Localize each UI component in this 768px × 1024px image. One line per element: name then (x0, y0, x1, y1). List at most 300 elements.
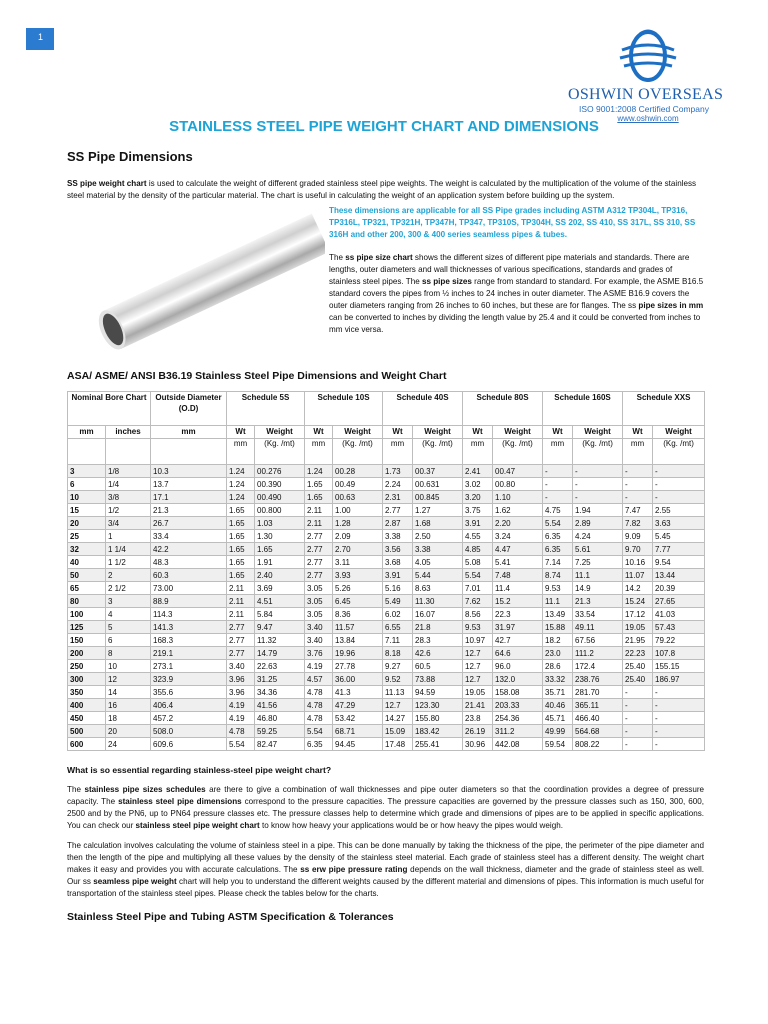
table-cell: 141.3 (151, 620, 227, 633)
table-cell: 9.54 (653, 555, 705, 568)
table-cell: 00.631 (413, 477, 463, 490)
table-cell: 183.42 (413, 724, 463, 737)
table-cell: 12.7 (463, 646, 493, 659)
table-cell: 442.08 (493, 737, 543, 750)
table-cell: 6.35 (305, 737, 333, 750)
table-cell: 2.87 (383, 516, 413, 529)
table-cell: 13.7 (151, 477, 227, 490)
text-segment: chart will help you to understand the different weights caused by the different material and dimensions of pipes. This information is much useful for transportation of the stainless steel pipes. Please check the tables below for the charts. (67, 876, 705, 898)
table-cell: 41.56 (255, 698, 305, 711)
unit-label (68, 438, 106, 464)
table-cell: 2.77 (305, 555, 333, 568)
table-row (68, 594, 705, 607)
table-cell: 57.43 (653, 620, 705, 633)
table-cell: 6 (106, 633, 151, 646)
table-cell: 2.77 (227, 620, 255, 633)
table-cell: 250 (68, 659, 106, 672)
table-cell: 1.65 (227, 503, 255, 516)
table-cell: 1.24 (227, 464, 255, 477)
column-group-header: Schedule 5S (227, 392, 305, 426)
table-cell: 79.22 (653, 633, 705, 646)
table-cell: 22.3 (493, 607, 543, 620)
table-cell: 5.54 (463, 568, 493, 581)
table-cell: 6.35 (543, 529, 573, 542)
table-cell: 6.02 (383, 607, 413, 620)
table-cell: 3 (68, 464, 106, 477)
table-cell: 1 1/4 (106, 542, 151, 555)
table-cell: 1.10 (493, 490, 543, 503)
table-row (68, 607, 705, 620)
table-cell: - (653, 711, 705, 724)
table-cell: 4.19 (227, 698, 255, 711)
table-cell: 14 (106, 685, 151, 698)
table-cell: 10.97 (463, 633, 493, 646)
table-cell: 6.35 (543, 542, 573, 555)
table-cell: 6 (68, 477, 106, 490)
table-cell: 5.44 (413, 568, 463, 581)
text-segment: The calculation involves calculating the volume of stainless steel in a pipe. This can be done manually by taking the thickness of the pipe, the perimeter of the pipe diameter and then the length of the pipe and multiplying all these values by the density of the stainless steel material. Each grade of stainless steel has a different density. The weight chart makes it easy and provides you with accurate calculations. The (67, 840, 704, 874)
table-cell: 1.68 (413, 516, 463, 529)
table-cell: 65 (68, 581, 106, 594)
table-cell: 22.23 (623, 646, 653, 659)
table-cell: 59.25 (255, 724, 305, 737)
table-cell: 2.11 (227, 607, 255, 620)
table-cell: 68.71 (333, 724, 383, 737)
table-cell: 20.39 (653, 581, 705, 594)
table-cell: 7.82 (623, 516, 653, 529)
table-cell: 1.65 (305, 490, 333, 503)
table-cell: 21.95 (623, 633, 653, 646)
table-cell: 3.75 (463, 503, 493, 516)
table-cell: 5.54 (543, 516, 573, 529)
table-cell: 28.6 (543, 659, 573, 672)
table-cell: 10 (68, 490, 106, 503)
table-cell: 3.91 (463, 516, 493, 529)
table-cell: 34.36 (255, 685, 305, 698)
table-cell: 00.37 (413, 464, 463, 477)
table-cell: 3.05 (305, 594, 333, 607)
table-cell: 7.25 (573, 555, 623, 568)
table-row (68, 490, 705, 503)
table-cell: 17.1 (151, 490, 227, 503)
table-cell: 5.84 (255, 607, 305, 620)
column-header: Weight (255, 426, 305, 439)
table-cell: 3.76 (305, 646, 333, 659)
table-cell: 8.18 (383, 646, 413, 659)
table-cell: 13.84 (333, 633, 383, 646)
unit-label: (Kg. /mt) (413, 438, 463, 464)
table-cell: 114.3 (151, 607, 227, 620)
column-header: Weight (653, 426, 705, 439)
table-cell: 2.40 (255, 568, 305, 581)
section-heading-astm: Stainless Steel Pipe and Tubing ASTM Specification & Tolerances (67, 910, 394, 923)
table-cell: 3.69 (255, 581, 305, 594)
table-cell: 35.71 (543, 685, 573, 698)
table-cell: 4.57 (305, 672, 333, 685)
unit-label: mm (383, 438, 413, 464)
table-cell: 4.51 (255, 594, 305, 607)
table-cell: 311.2 (493, 724, 543, 737)
table-cell: 11.4 (493, 581, 543, 594)
table-cell: 00.276 (255, 464, 305, 477)
table-cell: 1/8 (106, 464, 151, 477)
table-cell: 42.7 (493, 633, 543, 646)
table-row (68, 555, 705, 568)
table-cell: 67.56 (573, 633, 623, 646)
table-cell: 15 (68, 503, 106, 516)
table-cell: 15.24 (623, 594, 653, 607)
section-heading-dimensions: SS Pipe Dimensions (67, 149, 193, 164)
pipe-dimensions-table (67, 391, 705, 751)
table-cell: 281.70 (573, 685, 623, 698)
table-cell: 2.70 (333, 542, 383, 555)
table-cell: 2.11 (305, 503, 333, 516)
table-cell: 3.93 (333, 568, 383, 581)
table-cell: 2.09 (333, 529, 383, 542)
table-cell: 16.07 (413, 607, 463, 620)
table-cell: 19.05 (623, 620, 653, 633)
table-row (68, 542, 705, 555)
table-cell: 4.47 (493, 542, 543, 555)
table-cell: 2 (106, 568, 151, 581)
column-group-header: Outside Diameter (O.D) (151, 392, 227, 426)
table-cell: - (573, 490, 623, 503)
table-cell: 2.11 (227, 581, 255, 594)
text-segment: to know how heavy your applications would be or how heavy the pipes would weigh. (259, 820, 563, 830)
table-cell: - (623, 724, 653, 737)
text-segment: can be converted to inches by dividing the length value by 25.4 and it could be converted from inches to mm vice versa. (329, 313, 701, 334)
table-cell: 186.97 (653, 672, 705, 685)
table-cell: 53.42 (333, 711, 383, 724)
table-cell: 12.7 (463, 659, 493, 672)
table-cell: - (623, 685, 653, 698)
table-cell: 4.78 (305, 698, 333, 711)
table-cell: 3.05 (305, 607, 333, 620)
bold-keyword: ss pipe size chart (345, 253, 413, 262)
table-cell: 1.91 (255, 555, 305, 568)
table-row (68, 581, 705, 594)
table-cell: 1.03 (255, 516, 305, 529)
table-cell: 3.40 (305, 633, 333, 646)
table-cell: 1/2 (106, 503, 151, 516)
table-cell: - (653, 685, 705, 698)
table-cell: 9.53 (543, 581, 573, 594)
table-cell: 7.47 (623, 503, 653, 516)
table-cell: 7.14 (543, 555, 573, 568)
table-cell: 1.62 (493, 503, 543, 516)
table-cell: 466.40 (573, 711, 623, 724)
table-cell: 80 (68, 594, 106, 607)
table-cell: 7.11 (383, 633, 413, 646)
table-cell: 19.05 (463, 685, 493, 698)
unit-label (106, 438, 151, 464)
unit-label: (Kg. /mt) (255, 438, 305, 464)
table-row (68, 568, 705, 581)
table-cell: 16 (106, 698, 151, 711)
table-cell: 1 1/2 (106, 555, 151, 568)
table-heading: ASA/ ASME/ ANSI B36.19 Stainless Steel Pipe Dimensions and Weight Chart (67, 370, 447, 382)
table-cell: 155.80 (413, 711, 463, 724)
table-cell: 3.96 (227, 685, 255, 698)
section-heading-essential: What is so essential regarding stainless-steel pipe weight chart? (67, 764, 332, 775)
table-cell: 73.88 (413, 672, 463, 685)
table-cell: 7.62 (463, 594, 493, 607)
table-cell: 94.45 (333, 737, 383, 750)
table-cell: 31.97 (493, 620, 543, 633)
table-cell: 8.63 (413, 581, 463, 594)
table-cell: 1.28 (333, 516, 383, 529)
table-cell: 14.9 (573, 581, 623, 594)
table-cell: 5.41 (493, 555, 543, 568)
table-cell: 1.65 (305, 477, 333, 490)
table-cell: 24 (106, 737, 151, 750)
table-cell: 355.6 (151, 685, 227, 698)
table-cell: 12 (106, 672, 151, 685)
table-cell: 1.65 (227, 568, 255, 581)
table-cell: 107.8 (653, 646, 705, 659)
table-cell: 19.96 (333, 646, 383, 659)
table-cell: 28.3 (413, 633, 463, 646)
table-cell: 125 (68, 620, 106, 633)
table-cell: 10.3 (151, 464, 227, 477)
table-cell: 25.40 (623, 672, 653, 685)
document-body (67, 118, 704, 924)
table-row (68, 464, 705, 477)
table-cell: - (623, 477, 653, 490)
table-cell: 4.55 (463, 529, 493, 542)
table-cell: 609.6 (151, 737, 227, 750)
table-cell: 1.24 (305, 464, 333, 477)
table-cell: 94.59 (413, 685, 463, 698)
table-cell: 23.8 (463, 711, 493, 724)
table-cell: 46.80 (255, 711, 305, 724)
table-cell: 457.2 (151, 711, 227, 724)
table-cell: 4.19 (227, 711, 255, 724)
table-cell: 73.00 (151, 581, 227, 594)
table-cell: 155.15 (653, 659, 705, 672)
table-cell: 10.16 (623, 555, 653, 568)
table-cell: 7.48 (493, 568, 543, 581)
table-cell: 2.50 (413, 529, 463, 542)
table-cell: 60.3 (151, 568, 227, 581)
unit-label: mm (463, 438, 493, 464)
table-cell: 4.78 (227, 724, 255, 737)
table-cell: 123.30 (413, 698, 463, 711)
table-cell: 64.6 (493, 646, 543, 659)
table-cell: 59.54 (543, 737, 573, 750)
table-cell: 8.74 (543, 568, 573, 581)
text-segment: is used to calculate the weight of different graded stainless steel pipe weights. The weight is calculated by the multiplication of the volume of the stainless steel material by the density of the particular material. The chart is useful in calculating the weight of an application system before building up the system. (67, 179, 697, 200)
applicable-grades-note: These dimensions are applicable for all SS Pipe grades including ASTM A312 TP304L, TP316, TP316L, TP321, TP321H, TP347H, TP347, TP310S, TP304H, SS 202, SS 410, SS 317L, SS 310, SS 316H and other 200, 300 & 400 series seamless pipes & tubes. (329, 206, 696, 239)
table-cell: 5.61 (573, 542, 623, 555)
bold-keyword: pipe sizes in mm (638, 301, 704, 310)
table-cell: 15.09 (383, 724, 413, 737)
table-cell: 14.27 (383, 711, 413, 724)
table-cell: 9.09 (623, 529, 653, 542)
text-segment: are there to give a combination of wall thicknesses and pipe outer diameters so that the coordination provides a degree of pressure capacity. The (67, 784, 705, 806)
unit-label: mm (623, 438, 653, 464)
company-url-link[interactable]: www.oshwin.com (617, 114, 679, 123)
table-cell: - (623, 698, 653, 711)
table-cell: 30.96 (463, 737, 493, 750)
table-cell: 9.52 (383, 672, 413, 685)
table-row (68, 633, 705, 646)
table-cell: 6.55 (383, 620, 413, 633)
column-header: inches (106, 426, 151, 439)
company-logo (568, 28, 724, 123)
table-cell: 20 (68, 516, 106, 529)
column-header: Wt (543, 426, 573, 439)
table-cell: 15.2 (493, 594, 543, 607)
page-number: 1 (26, 28, 54, 50)
table-cell: 3/8 (106, 490, 151, 503)
table-row (68, 724, 705, 737)
column-header: Wt (623, 426, 653, 439)
unit-label (151, 438, 227, 464)
table-cell: - (573, 477, 623, 490)
table-cell: 00.63 (333, 490, 383, 503)
table-cell: 3.05 (305, 581, 333, 594)
table-cell: - (623, 464, 653, 477)
table-cell: 4.75 (543, 503, 573, 516)
table-row (68, 711, 705, 724)
company-name: OSHWIN OVERSEAS (568, 86, 724, 103)
table-cell: 2.11 (227, 594, 255, 607)
steel-pipe-image (67, 207, 325, 365)
text-segment: range from standard to standard. For example, the ASME B16.5 standard covers the pipes from ½ inches to 24 inches in outer diameter. The ASME B16.9 covers the outer diameters ranging from 26 inches to 60 inches, but these are for flanges. The ss (329, 277, 704, 310)
table-cell: 1.65 (227, 529, 255, 542)
table-cell: 47.29 (333, 698, 383, 711)
table-cell: 8.56 (463, 607, 493, 620)
table-cell: 00.845 (413, 490, 463, 503)
bold-keyword: SS pipe weight chart (67, 179, 147, 188)
table-cell: 3.24 (493, 529, 543, 542)
column-header: Weight (333, 426, 383, 439)
table-cell: 25.40 (623, 659, 653, 672)
table-cell: 11.1 (573, 568, 623, 581)
table-cell: 1.65 (227, 542, 255, 555)
table-cell: 1.24 (227, 477, 255, 490)
table-cell: 8.36 (333, 607, 383, 620)
table-cell: 400 (68, 698, 106, 711)
table-cell: 48.3 (151, 555, 227, 568)
table-cell: 45.71 (543, 711, 573, 724)
table-cell: 42.6 (413, 646, 463, 659)
table-cell: 33.32 (543, 672, 573, 685)
unit-label: mm (305, 438, 333, 464)
column-header: Wt (463, 426, 493, 439)
table-cell: 21.3 (151, 503, 227, 516)
table-cell: - (573, 464, 623, 477)
table-cell: 5 (106, 620, 151, 633)
table-cell: - (623, 737, 653, 750)
table-cell: 41.03 (653, 607, 705, 620)
table-cell: 5.54 (305, 724, 333, 737)
table-row (68, 503, 705, 516)
column-group-header: Schedule 80S (463, 392, 543, 426)
table-cell: 3/4 (106, 516, 151, 529)
table-cell: 40 (68, 555, 106, 568)
table-cell: 219.1 (151, 646, 227, 659)
table-cell: 15.88 (543, 620, 573, 633)
table-cell: 36.00 (333, 672, 383, 685)
table-cell: 1.00 (333, 503, 383, 516)
table-cell: 21.8 (413, 620, 463, 633)
table-cell: 2.77 (227, 646, 255, 659)
table-cell: 2.77 (383, 503, 413, 516)
table-cell: 5.26 (333, 581, 383, 594)
paragraph-calculation (67, 840, 704, 900)
table-cell: 3.91 (383, 568, 413, 581)
table-row (68, 672, 705, 685)
table-cell: 11.13 (383, 685, 413, 698)
table-cell: 4.24 (573, 529, 623, 542)
table-cell: 5.45 (653, 529, 705, 542)
table-cell: 3.02 (463, 477, 493, 490)
table-cell: 00.80 (493, 477, 543, 490)
table-cell: 3.38 (383, 529, 413, 542)
table-cell: 2.24 (383, 477, 413, 490)
unit-label: mm (227, 438, 255, 464)
table-cell: 2.77 (305, 529, 333, 542)
table-cell: 40.46 (543, 698, 573, 711)
table-cell: - (543, 490, 573, 503)
table-cell: 273.1 (151, 659, 227, 672)
column-header: Weight (413, 426, 463, 439)
table-row (68, 685, 705, 698)
table-cell: 100 (68, 607, 106, 620)
table-cell: 42.2 (151, 542, 227, 555)
table-row (68, 698, 705, 711)
table-cell: 3.68 (383, 555, 413, 568)
table-cell: 33.54 (573, 607, 623, 620)
table-cell: 200 (68, 646, 106, 659)
text-segment: The (329, 253, 346, 262)
table-cell: 33.4 (151, 529, 227, 542)
column-group-header: Schedule XXS (623, 392, 705, 426)
bold-keyword: ss erw pipe pressure rating (300, 864, 408, 874)
table-cell: 9.47 (255, 620, 305, 633)
text-segment: The (67, 784, 85, 794)
table-cell: 9.53 (463, 620, 493, 633)
column-group-header: Schedule 40S (383, 392, 463, 426)
table-cell: - (653, 698, 705, 711)
unit-label: (Kg. /mt) (493, 438, 543, 464)
table-cell: 7.77 (653, 542, 705, 555)
table-cell: 32 (68, 542, 106, 555)
table-cell: 00.47 (493, 464, 543, 477)
table-cell: - (543, 464, 573, 477)
table-cell: 2.41 (463, 464, 493, 477)
table-cell: 26.19 (463, 724, 493, 737)
column-header: Wt (383, 426, 413, 439)
table-cell: 4.05 (413, 555, 463, 568)
table-cell: 132.0 (493, 672, 543, 685)
column-group-header: Nominal Bore Chart (68, 392, 151, 426)
globe-logo-icon (618, 28, 678, 84)
page-title: STAINLESS STEEL PIPE WEIGHT CHART AND DIMENSIONS (169, 118, 599, 135)
table-cell: 111.2 (573, 646, 623, 659)
table-cell: 1.27 (413, 503, 463, 516)
bold-keyword: ss pipe sizes (421, 277, 472, 286)
table-cell: 2.77 (305, 542, 333, 555)
table-cell: 00.390 (255, 477, 305, 490)
table-cell: 11.1 (543, 594, 573, 607)
table-cell: 26.7 (151, 516, 227, 529)
table-cell: - (653, 464, 705, 477)
intro-paragraph-1 (67, 178, 704, 202)
table-cell: 450 (68, 711, 106, 724)
